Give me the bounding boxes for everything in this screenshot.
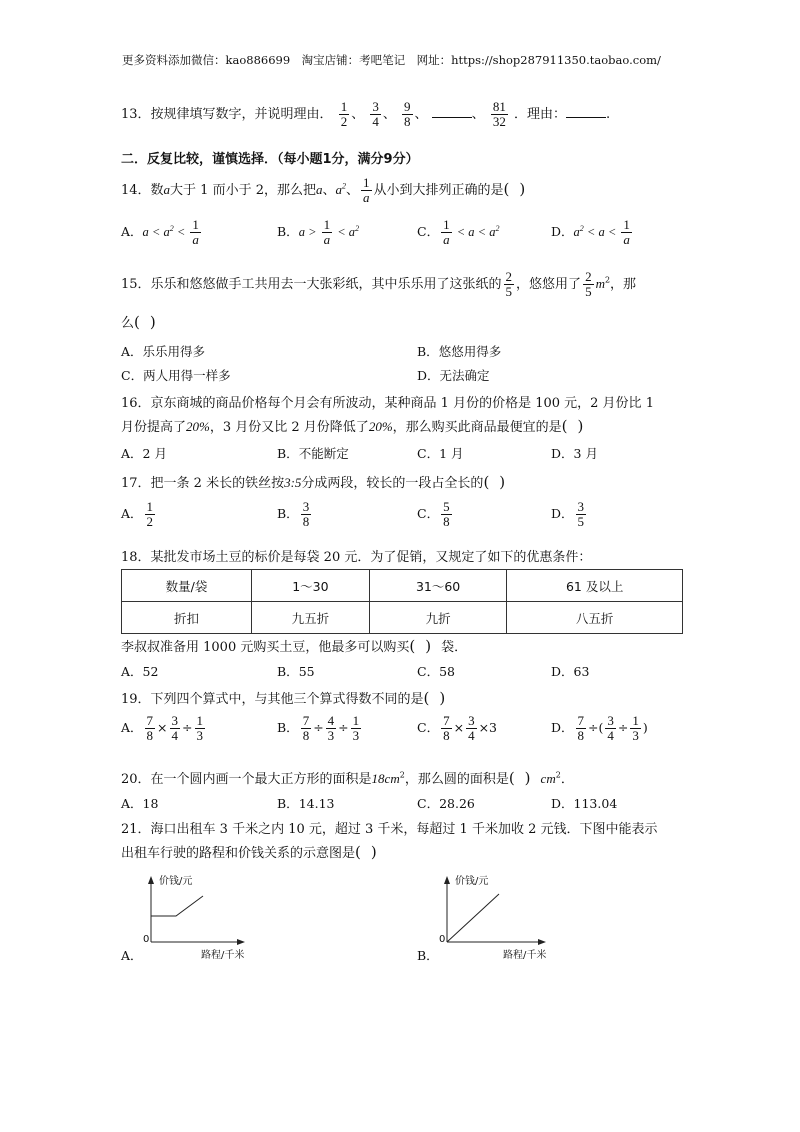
table-cell: 九五折 xyxy=(252,602,370,634)
q21-graph-a[interactable] xyxy=(121,870,261,963)
table-cell: 数量/袋 xyxy=(122,570,252,602)
q18-after: 李叔叔准备用 1000 元购买土豆，他最多可以购买()袋． xyxy=(121,637,468,655)
discount-table xyxy=(121,569,683,634)
q19-option-b[interactable]: B． $\frac{7}{8}$ ÷ $\frac{4}{3}$ ÷ $\frac{1}{3}$ xyxy=(277,713,360,743)
q18-option-a[interactable]: A．52 xyxy=(121,664,159,679)
q13-frac-3: $\frac{9}{8}$ xyxy=(404,99,411,129)
q21-option-a-label: A． xyxy=(121,948,143,963)
question-21-line-1: 21．海口出租车 3 千米之内 10 元，超过 3 千米，每超过 1 千米加收 2 元钱．下图中能表示 xyxy=(121,822,658,837)
q18-option-b[interactable]: B．55 xyxy=(277,664,315,679)
q17-option-d[interactable]: D． $\frac{3}{5}$ xyxy=(551,499,585,529)
question-18: 18．某批发市场土豆的标价是每袋 20 元．为了促销，又规定了如下的优惠条件： xyxy=(121,550,592,565)
question-17: 17．把一条 2 米长的铁丝按3:5分成两段，较长的一段占全长的() xyxy=(121,473,516,491)
section-2-title: 二．反复比较，谨慎选择．（每小题1分，满分9分） xyxy=(121,152,419,167)
q19-option-a[interactable]: A． $\frac{7}{8}$ × $\frac{3}{4}$ ÷ $\frac{1}{3}$ xyxy=(121,713,203,743)
q16-option-b[interactable]: B．不能断定 xyxy=(277,446,349,461)
q14-option-a[interactable]: A．$a < a^2$ < $\frac{1}{a}$ xyxy=(121,217,199,247)
question-21-line-2: 出租车行驶的路程和价钱关系的示意图是() xyxy=(121,843,387,861)
q15-option-b[interactable]: B．悠悠用得多 xyxy=(417,344,502,359)
table-cell: 1～30 xyxy=(252,570,370,602)
q13-prefix: 13．按规律填写数字，并说明理由． xyxy=(121,107,333,122)
question-16-line-2: 月份提高了20%，3 月份又比 2 月份降低了20%，那么购买此商品最便宜的是() xyxy=(121,417,594,435)
page-header: 更多资料添加微信：kao886699 淘宝店铺：考吧笔记 网址：https://shop287911350.taobao.com/ xyxy=(122,53,661,67)
q19-option-d[interactable]: D． $\frac{7}{8}$ ÷( $\frac{3}{4}$ ÷ $\frac{1}{3}$ ) xyxy=(551,713,648,743)
table-cell: 九折 xyxy=(369,602,507,634)
question-19: 19．下列四个算式中，与其他三个算式得数不同的是() xyxy=(121,689,456,707)
q13-frac-4: $\frac{81}{32}$ xyxy=(492,99,506,129)
graph-a-origin: 0 xyxy=(143,934,150,945)
q20-option-b[interactable]: B．14.13 xyxy=(277,796,335,811)
graph-b-xlabel: 路程/千米 xyxy=(503,950,547,961)
table-cell: 61 及以上 xyxy=(507,570,683,602)
graph-a-ylabel: 价钱/元 xyxy=(159,876,193,887)
table-cell: 八五折 xyxy=(507,602,683,634)
q15-option-d[interactable]: D．无法确定 xyxy=(417,368,490,383)
question-14: 14．数a大于 1 而小于 2，那么把a、$a^2$、 $\frac{1}{a}$ 从小到大排列正确的是() xyxy=(121,175,536,205)
q14-option-d[interactable]: D．$a^2 < a$ < $\frac{1}{a}$ xyxy=(551,217,630,247)
q13-answer-blank[interactable] xyxy=(432,105,472,118)
q15-line-2: 么() xyxy=(121,313,166,331)
question-15: 15．乐乐和悠悠做手工共用去一大张彩纸，其中乐乐用了这张纸的 $\frac{2}{5}$ ，悠悠用了 $\frac{2}{5}$ $m^2$，那 xyxy=(121,269,637,299)
q13-reason-blank[interactable] xyxy=(566,105,606,118)
q16-option-a[interactable]: A．2 月 xyxy=(121,446,167,461)
q17-option-a[interactable]: A． $\frac{1}{2}$ xyxy=(121,499,154,529)
q19-option-c[interactable]: C． $\frac{7}{8}$ × $\frac{3}{4}$ ×3 xyxy=(417,713,497,743)
graph-a-xlabel: 路程/千米 xyxy=(201,950,245,961)
graph-b-ylabel: 价钱/元 xyxy=(455,876,489,887)
q14-option-c[interactable]: C． $\frac{1}{a}$ < $a < a^2$ xyxy=(417,217,500,247)
q13-frac-1: $\frac{1}{2}$ xyxy=(340,99,348,129)
q20-option-d[interactable]: D．113.04 xyxy=(551,796,618,811)
q21-option-b-label: B． xyxy=(417,948,439,963)
q18-option-d[interactable]: D．63 xyxy=(551,664,590,679)
q14-option-b[interactable]: B．a > $\frac{1}{a}$ < $a^2$ xyxy=(277,217,360,247)
q15-option-a[interactable]: A．乐乐用得多 xyxy=(121,344,206,359)
q20-option-c[interactable]: C．28.26 xyxy=(417,796,475,811)
q16-option-c[interactable]: C．1 月 xyxy=(417,446,464,461)
question-13: 13．按规律填写数字，并说明理由． $\frac{1}{2}$ 、 $\frac{3}{4}$ 、 $\frac{9}{8}$ 、 、 $\frac{81}{32}$ ．理由： . xyxy=(121,99,611,129)
q17-option-c[interactable]: C． $\frac{5}{8}$ xyxy=(417,499,450,529)
q16-option-d[interactable]: D．3 月 xyxy=(551,446,598,461)
q21-graph-b[interactable] xyxy=(417,870,567,963)
table-cell: 折扣 xyxy=(122,602,252,634)
graph-b-origin: 0 xyxy=(439,934,446,945)
table-row xyxy=(122,602,683,634)
q13-frac-2: $\frac{3}{4}$ xyxy=(372,99,379,129)
table-cell: 31～60 xyxy=(369,570,507,602)
q20-option-a[interactable]: A．18 xyxy=(121,796,159,811)
q17-option-b[interactable]: B． $\frac{3}{8}$ xyxy=(277,499,310,529)
q15-option-c[interactable]: C．两人用得一样多 xyxy=(121,368,231,383)
question-20: 20．在一个圆内画一个最大正方形的面积是$18cm^2$，那么圆的面积是$()cm^2$． xyxy=(121,769,574,787)
q18-option-c[interactable]: C．58 xyxy=(417,664,455,679)
question-16-line-1: 16．京东商城的商品价格每个月会有所波动，某种商品 1 月份的价格是 100 元，2 月份比 1 xyxy=(121,396,654,411)
table-row xyxy=(122,570,683,602)
